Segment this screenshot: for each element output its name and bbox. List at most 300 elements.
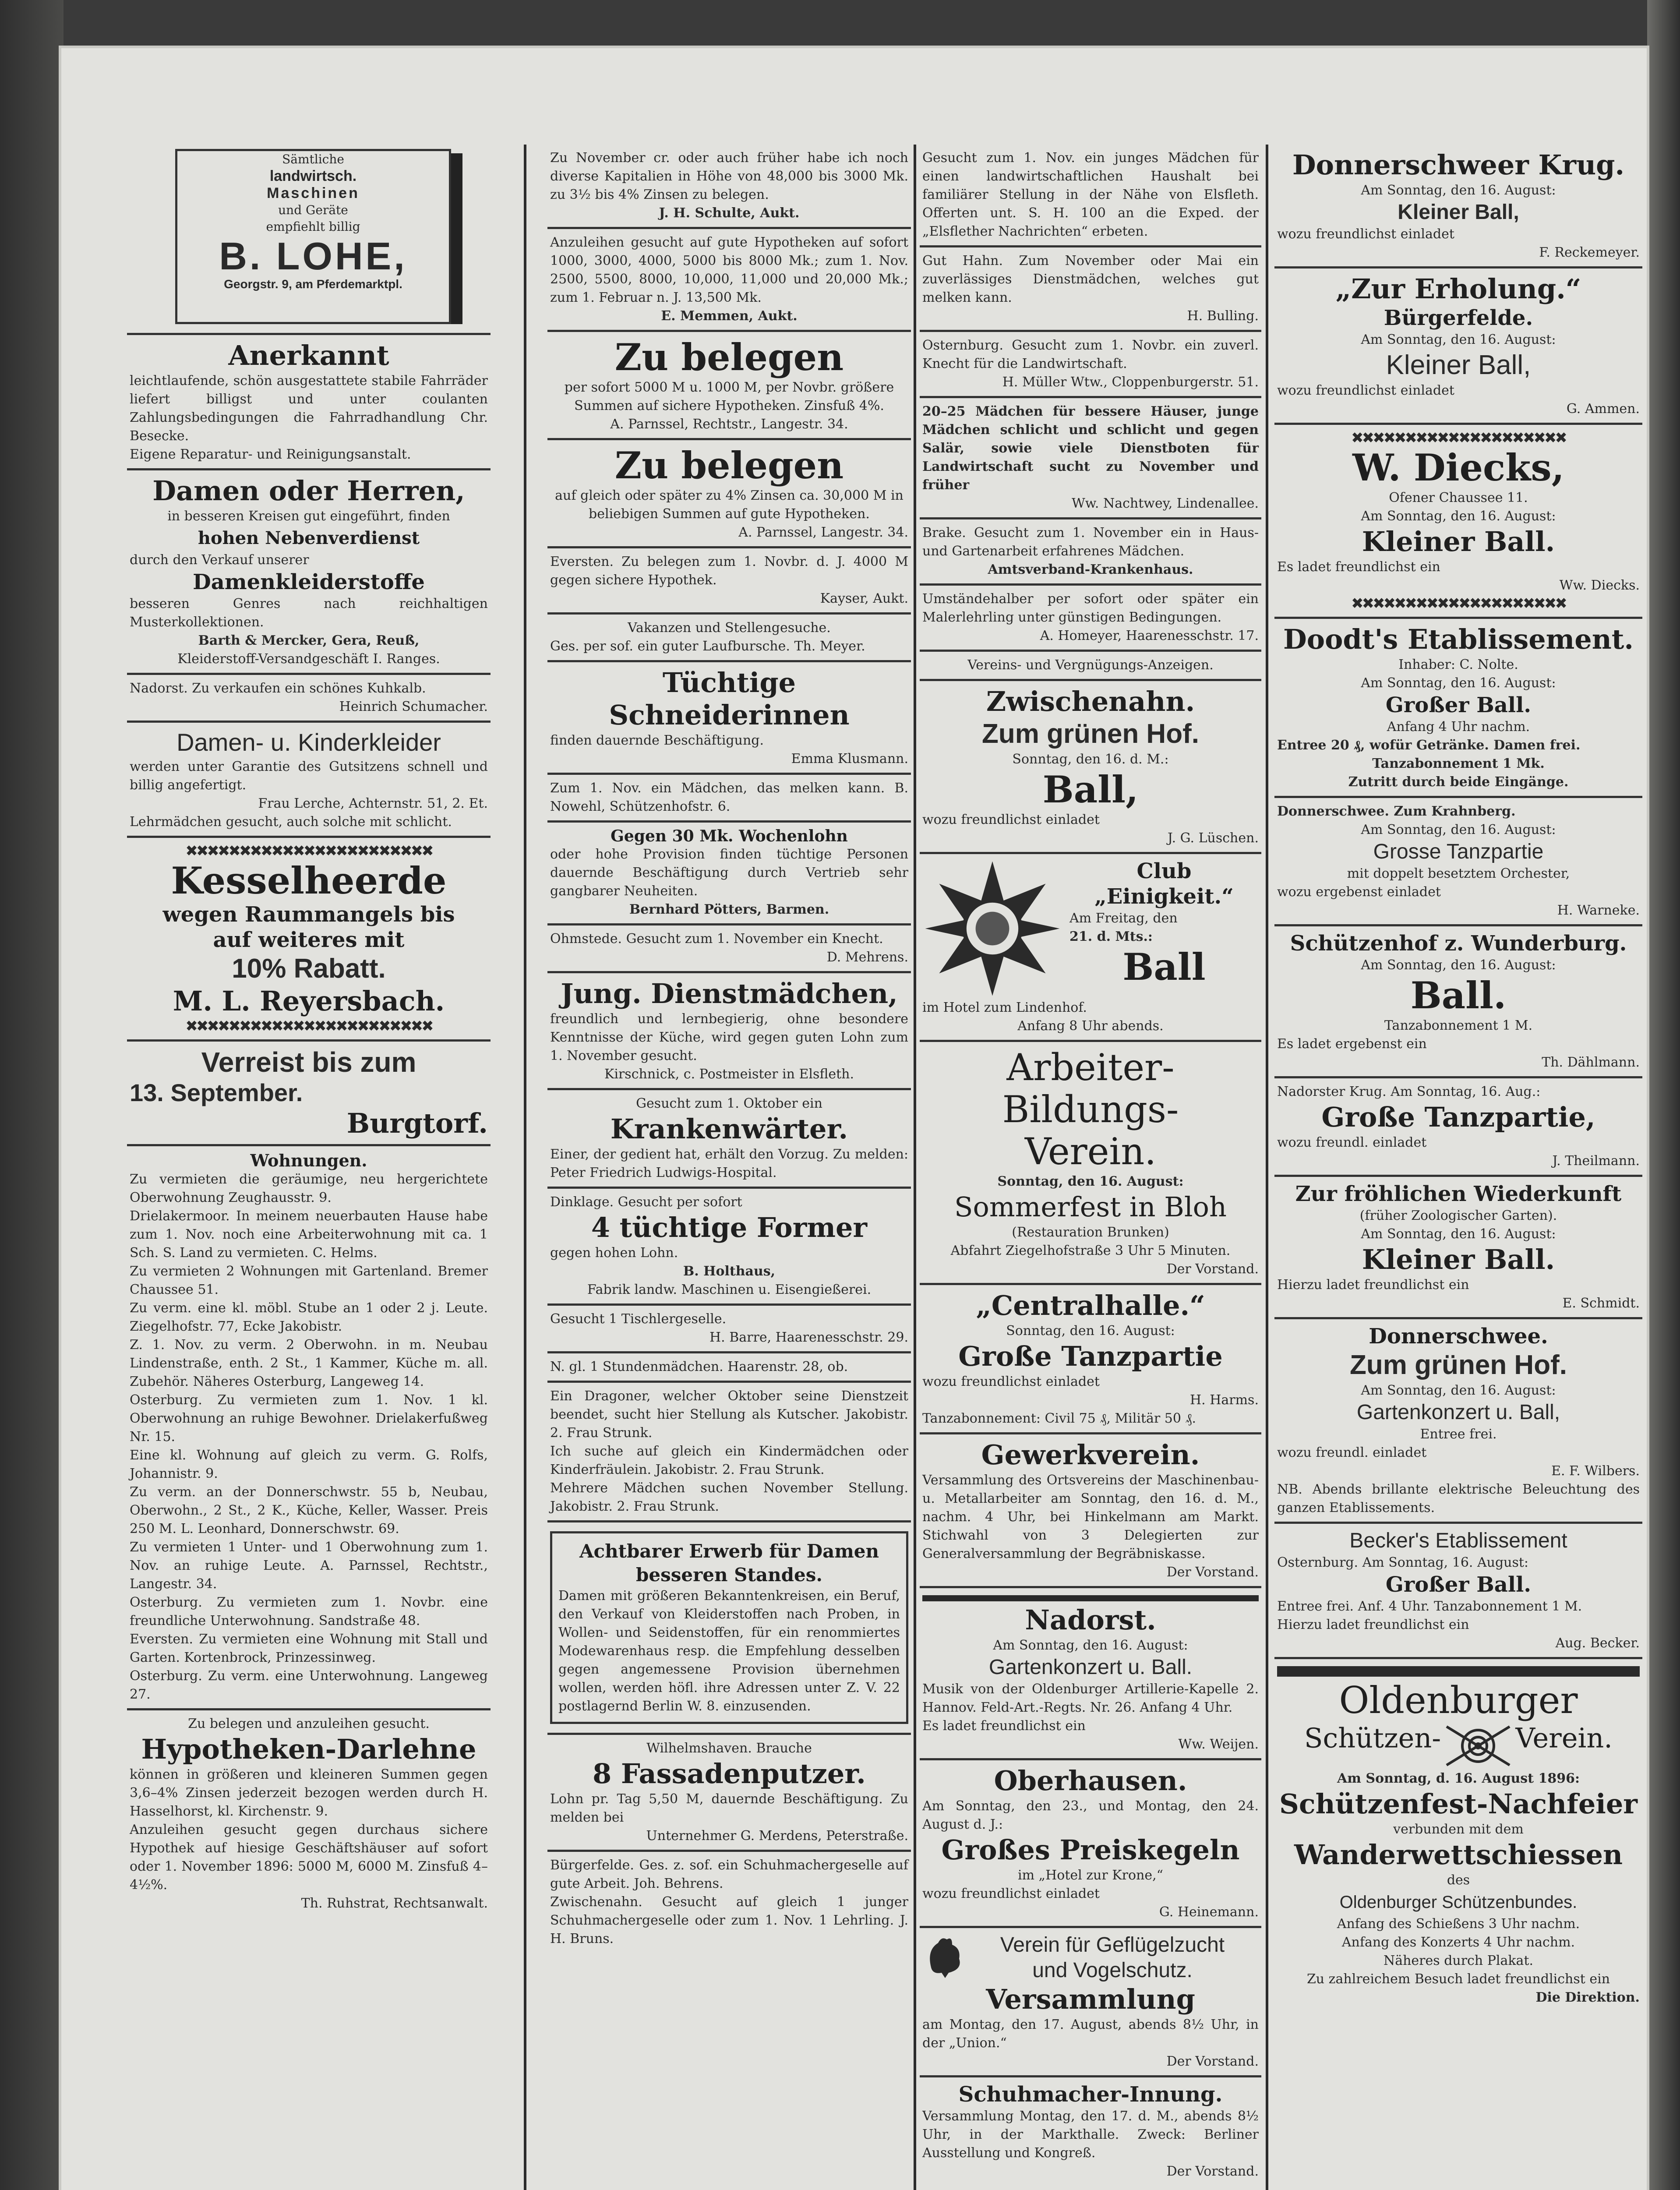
ad-text: im „Hotel zur Krone,“ bbox=[1017, 1868, 1164, 1883]
ad-text: Nadorst. Zu verkaufen ein schönes Kuhkalb. bbox=[130, 681, 426, 696]
section-title: Vakanzen und Stellengesuche. bbox=[628, 620, 831, 636]
ad-text: Bürgerfelde. Ges. z. sof. ein Schuhmachergeselle auf gute Arbeit. Joh. Behrens. bbox=[550, 1858, 908, 1891]
ad-maedchen bbox=[547, 775, 911, 823]
ad-signature: Aug. Becker. bbox=[1555, 1635, 1640, 1651]
ad-event: Ball. bbox=[1410, 974, 1507, 1017]
ad-text: Musik von der Oldenburger Artillerie-Kapelle 2. Hannov. Feld-Art.-Regts. Nr. 26. Anfang 4 Uhr. bbox=[922, 1681, 1259, 1715]
ad-ohmstede bbox=[547, 925, 911, 973]
list-item: Eversten. Zu vermieten eine Wohnung mit Stall und Garten. Kortenbrock, Prinzessinweg. bbox=[130, 1632, 488, 1665]
ad-event: Kleiner Ball. bbox=[1362, 526, 1555, 558]
ad-text: auf weiteres mit bbox=[213, 928, 405, 952]
ornament-border: ✖✖✖✖✖✖✖✖✖✖✖✖✖✖✖✖✖✖✖✖✖✖✖ bbox=[185, 842, 432, 860]
ad-date: Am Sonntag, den 16. August: bbox=[1361, 332, 1556, 347]
ad-title: Zu belegen bbox=[614, 336, 844, 379]
ad-text: verbunden mit dem bbox=[1393, 1822, 1524, 1837]
ad-date: Am Sonntag, den 16. August: bbox=[993, 1638, 1188, 1653]
ad-title: Zwischenahn. bbox=[986, 685, 1195, 717]
ad-schuhmachergeselle bbox=[547, 1852, 911, 1953]
ad-date: Am Freitag, den bbox=[1069, 911, 1178, 926]
ad-text: im Hotel zum Lindenhof. bbox=[922, 1000, 1087, 1015]
ad-event: Gartenkonzert u. Ball, bbox=[1356, 1401, 1560, 1424]
ad-signature: J. G. Lüschen. bbox=[1167, 830, 1259, 846]
ad-signature: J. H. Schulte, Aukt. bbox=[659, 205, 800, 221]
ad-schulte bbox=[547, 145, 911, 229]
lohe-line: und Geräte bbox=[278, 203, 348, 217]
ad-signature: Th. Dählmann. bbox=[1542, 1055, 1640, 1070]
ad-kesselheerde bbox=[127, 838, 491, 1042]
ad-signature: Unternehmer G. Merdens, Peterstraße. bbox=[646, 1828, 908, 1844]
ad-signature: Kirschnick, c. Postmeister in Elsfleth. bbox=[604, 1067, 854, 1082]
section-vakanzen bbox=[547, 615, 911, 662]
ad-text: wozu freundl. einladet bbox=[1277, 1445, 1427, 1460]
ad-title: 8 Fassadenputzer. bbox=[593, 1758, 866, 1790]
ad-text: in besseren Kreisen gut eingeführt, finden bbox=[167, 509, 450, 524]
ad-signature: A. Parnssel, Langestr. 34. bbox=[738, 525, 908, 540]
ad-zum-gruenen-hof bbox=[1274, 1319, 1642, 1524]
ad-signature: Ww. Diecks. bbox=[1559, 578, 1640, 593]
ad-signature: Bernhard Pötters, Barmen. bbox=[629, 902, 829, 917]
ad-date: Sonntag, den 16. August: bbox=[1006, 1323, 1175, 1339]
ad-text: wozu ergebenst einladet bbox=[1277, 884, 1441, 900]
ad-nadorster-krug bbox=[1274, 1078, 1642, 1177]
ad-event: Kleiner Ball, bbox=[1398, 201, 1519, 224]
ad-signature: Burgtorf. bbox=[346, 1107, 488, 1139]
ad-title: Verein. bbox=[1024, 1130, 1157, 1173]
ad-text: per sofort 5000 M u. 1000 M, per Novbr. größere Summen auf sichere Hypotheken. Zinsfuß 4%. bbox=[564, 380, 894, 413]
ad-signature: Kayser, Aukt. bbox=[820, 591, 908, 606]
list-item: Osterburg. Zu vermieten zum 1. Novbr. eine freundliche Unterwohnung. Sandstraße 48. bbox=[130, 1595, 488, 1628]
divider bbox=[922, 1595, 1259, 1601]
section-title: Vereins- und Vergnügungs-Anzeigen. bbox=[967, 657, 1214, 673]
lohe-line: empfiehlt billig bbox=[266, 219, 360, 234]
ad-text: Lohn pr. Tag 5,50 M, dauernde Beschäftigung. Zu melden bei bbox=[550, 1791, 908, 1825]
ad-text: Abfahrt Ziegelhofstraße 3 Uhr 5 Minuten. bbox=[950, 1243, 1231, 1258]
ad-text: Gesucht zum 1. Oktober ein bbox=[636, 1096, 822, 1111]
ad-text: Eigene Reparatur- und Reinigungsanstalt. bbox=[130, 447, 411, 462]
ad-event: Grosse Tanzpartie bbox=[1373, 840, 1544, 863]
ornament-border: ✖✖✖✖✖✖✖✖✖✖✖✖✖✖✖✖✖✖✖✖✖✖✖ bbox=[185, 1017, 432, 1035]
ad-krahnberg bbox=[1274, 798, 1642, 926]
ad-text: können in größeren und kleineren Summen gegen 3,6–4% Zinsen jederzeit bezogen werden durch H. Hasselhorst, kl. Kirchenstr. 9. bbox=[130, 1767, 488, 1819]
ad-text: leichtlaufende, schön ausgestattete stabile Fahrräder liefert billigst und unter coulanten Zahlungsbedingungen die Fahrradhandlung Chr. Besecke. bbox=[130, 373, 488, 444]
ad-text: Gesucht 1 Tischlergeselle. bbox=[550, 1311, 727, 1327]
list-item: Eine kl. Wohnung auf gleich zu verm. G. Rolfs, Johannistr. 9. bbox=[130, 1448, 488, 1481]
ad-hypotheken bbox=[127, 1710, 491, 1917]
ad-title: W. Diecks, bbox=[1352, 446, 1564, 489]
ad-signature: Die Direktion. bbox=[1535, 1990, 1640, 2005]
ad-signature: E. Memmen, Aukt. bbox=[661, 308, 798, 324]
divider bbox=[1277, 1666, 1640, 1677]
ad-text: Anfang 4 Uhr nachm. bbox=[1387, 719, 1530, 735]
ad-title: Becker's Etablissement bbox=[1349, 1529, 1567, 1552]
column-1 bbox=[127, 145, 491, 2190]
ad-text: Entree 20 ₰, wofür Getränke. Damen frei. bbox=[1277, 738, 1581, 753]
ad-highlight: 10% Rabatt. bbox=[232, 954, 386, 984]
ad-event: Schützenfest-Nachfeier bbox=[1279, 1788, 1638, 1820]
ad-title: Schuhmacher-Innung. bbox=[958, 2082, 1223, 2107]
ad-anerkannt bbox=[127, 335, 491, 470]
ad-text: Tanzabonnement 1 M. bbox=[1384, 1018, 1533, 1033]
ad-signature: E. F. Wilbers. bbox=[1551, 1463, 1640, 1479]
ad-text: Dinklage. Gesucht per sofort bbox=[550, 1194, 742, 1210]
ad-text: Zu November cr. oder auch früher habe ich noch diverse Kapitalien in Höhe von 48,000 bis 3000 Mk. zu 3½ bis 4% Zinsen zu belegen. bbox=[550, 150, 908, 202]
ad-text: Ohmstede. Gesucht zum 1. November ein Knecht. bbox=[550, 931, 883, 947]
ad-date: Am Sonntag, den 16. August: bbox=[1361, 1226, 1556, 1242]
ad-text: wozu freundlichst einladet bbox=[1277, 383, 1454, 398]
ad-oldenburger-schuetzenverein bbox=[1274, 1659, 1642, 2011]
ad-text: Gut Hahn. Zum November oder Mai ein zuverlässiges Dienstmädchen, welches gut melken kann. bbox=[922, 253, 1259, 305]
column-2 bbox=[547, 145, 911, 2190]
ad-signature: H. Warneke. bbox=[1557, 903, 1640, 918]
ad-club-einigkeit bbox=[920, 854, 1261, 1042]
lohe-line: landwirtsch. bbox=[269, 168, 357, 184]
ad-title: Gegen 30 Mk. Wochenlohn bbox=[611, 827, 848, 845]
ad-title: Oldenburger bbox=[1339, 1679, 1578, 1722]
ad-text: Kleiderstoff-Versandgeschäft I. Ranges. bbox=[177, 651, 440, 667]
ad-wochenlohn bbox=[547, 823, 911, 925]
column-rule bbox=[914, 145, 916, 2190]
section-title: Wohnungen. bbox=[250, 1151, 367, 1170]
ad-title: Verreist bis zum bbox=[201, 1046, 416, 1078]
ad-title: Doodt's Etablissement. bbox=[1283, 623, 1634, 655]
ad-text: Es ladet ergebenst ein bbox=[1277, 1036, 1427, 1052]
ad-title: Krankenwärter. bbox=[610, 1113, 848, 1145]
ad-achtbarer-erwerb bbox=[547, 1522, 911, 1735]
ad-text: Eversten. Zu belegen zum 1. Novbr. d. J. 4000 M gegen sichere Hypothek. bbox=[550, 554, 908, 588]
book-binding bbox=[0, 0, 64, 2190]
ad-subtitle: hohen Nebenverdienst bbox=[198, 528, 420, 548]
ad-text: Einer, der gedient hat, erhält den Vorzug. Zu melden: Peter Friedrich Ludwigs-Hospital. bbox=[550, 1147, 908, 1180]
ad-text: wozu freundlichst einladet bbox=[922, 1886, 1100, 1901]
ad-centralhalle bbox=[920, 1285, 1261, 1434]
ad-malerlehrling bbox=[920, 586, 1261, 652]
ad-dienstmaedchen bbox=[547, 973, 911, 1090]
ad-zu-belegen-2 bbox=[547, 440, 911, 548]
ad-text: wozu freundl. einladet bbox=[1277, 1135, 1427, 1150]
ad-text: Osternburg. Am Sonntag, 16. August: bbox=[1277, 1555, 1529, 1570]
ad-text: freundlich und lernbegierig, ohne besondere Kenntnisse der Küche, wird gegen guten Lohn zum 1. November gesucht. bbox=[550, 1011, 908, 1063]
ad-text: Damen mit größeren Bekanntenkreisen, ein Beruf, den Verkauf von Kleiderstoffen nach Proben, in Wollen- und Seidenstoffen, für ein renommiertes Modewarenhaus resp. die Empfehlung desselben gegen angemessene Provision übernehmen wollen, werden höfl. ihre Adressen unter Z. V. 22 postlagernd Berlin W. 8. einzusenden. bbox=[558, 1588, 900, 1714]
ad-text: Anzuleihen gesucht auf gute Hypotheken auf sofort 1000, 3000, 4000, 5000 bis 8000 Mk.; zum 1. Nov. 2500, 5500, 8000, 10,000, 11,000 und 20,000 Mk.; zum 1. Februar n. J. 13,500 Mk. bbox=[550, 235, 908, 305]
ad-tischler bbox=[547, 1306, 911, 1353]
ad-text: N. gl. 1 Stundenmädchen. Haarenstr. 28, ob. bbox=[550, 1359, 848, 1374]
ad-signature: H. Müller Wtw., Cloppenburgerstr. 51. bbox=[1002, 374, 1259, 390]
ad-froehliche-wiederkunft bbox=[1274, 1177, 1642, 1319]
ad-krankenwaerter bbox=[547, 1090, 911, 1189]
ad-text: Entree frei. bbox=[1420, 1427, 1497, 1442]
ad-text: Anfang des Schießens 3 Uhr nachm. bbox=[1337, 1916, 1580, 1932]
list-item: Zu vermieten 1 Unter- und 1 Oberwohnung zum 1. Nov. an ruhige Leute. A. Parnssel, Rechtstr., Langestr. 34. bbox=[130, 1540, 488, 1592]
ad-gut-hahn bbox=[920, 247, 1261, 332]
ad-diecks bbox=[1274, 425, 1642, 619]
ad-signature: B. Holthaus, bbox=[683, 1264, 776, 1279]
list-item: Drielakermoor. In meinem neuerbauten Hause habe zum 1. Nov. noch eine Arbeiterwohnung mit ca. 1 Sch. S. Land zu vermieten. C. Helms. bbox=[130, 1208, 488, 1261]
ad-signature: Th. Ruhstrat, Rechtsanwalt. bbox=[301, 1896, 488, 1911]
ad-text: Es ladet freundlichst ein bbox=[1277, 559, 1440, 575]
ad-signature: Amtsverband-Krankenhaus. bbox=[988, 562, 1193, 577]
ad-text: Ofener Chaussee 11. bbox=[1389, 490, 1528, 505]
ad-text: durch den Verkauf unserer bbox=[130, 552, 309, 568]
ad-event: Großer Ball. bbox=[1385, 1572, 1532, 1597]
ad-text: Tanzabonnement 1 Mk. bbox=[1372, 756, 1545, 771]
list-item: Z. 1. Nov. zu verm. 2 Oberwohn. in m. Neubau Lindenstraße, enth. 2 St., 1 Kammer, Küche m. all. Zubehör. Näheres Osterburg, Langeweg 14. bbox=[130, 1337, 488, 1389]
ad-text: Oldenburger Schützenbundes. bbox=[1339, 1893, 1578, 1912]
ad-title: und Vogelschutz. bbox=[1032, 1959, 1193, 1982]
list-item: Zu verm. an der Donnerschwstr. 55 b, Neubau, Oberwohn., 2 St., 2 K., Küche, Keller, Wasser. Preis 250 M. L. Leonhard, Donnerschwstr. 69. bbox=[130, 1484, 488, 1537]
lohe-address: Georgstr. 9, am Pferdemarktpl. bbox=[224, 277, 402, 291]
lohe-name: B. LOHE, bbox=[219, 234, 407, 278]
ad-subtitle: Damenkleiderstoffe bbox=[193, 570, 425, 594]
ad-kinderkleider bbox=[127, 723, 491, 838]
ad-title: Hypotheken-Darlehne bbox=[141, 1733, 476, 1765]
list-item: Osterburg. Zu verm. eine Unterwohnung. Langeweg 27. bbox=[130, 1668, 488, 1702]
ad-event: Kleiner Ball, bbox=[1386, 350, 1531, 380]
ad-gefluegelzucht bbox=[920, 1928, 1261, 2077]
ad-title: Verein. bbox=[1515, 1722, 1613, 1754]
ad-memmen bbox=[547, 229, 911, 332]
ad-text: Es ladet freundlichst ein bbox=[922, 1718, 1086, 1734]
ad-signature: Der Vorstand. bbox=[1166, 2054, 1259, 2069]
ad-doodts bbox=[1274, 619, 1642, 798]
ad-date: Am Sonntag, den 16. August: bbox=[1361, 509, 1556, 524]
ad-date: Sonntag, den 16. d. M.: bbox=[1012, 752, 1169, 767]
ad-text: Gesucht zum 1. Nov. ein junges Mädchen für einen landwirtschaftlichen Haushalt bei familiärer Stellung in der Nähe von Elsfleth. Offerten unt. S. H. 100 an die Exped. der „Elsflether Nachrichten“ erbeten. bbox=[922, 150, 1259, 239]
ad-maedchen-haeuser bbox=[920, 398, 1261, 519]
ad-title: 4 tüchtige Former bbox=[591, 1212, 868, 1243]
column-4 bbox=[1274, 145, 1642, 2190]
ad-subtitle: Bürgerfelde. bbox=[1384, 306, 1533, 330]
column-rule bbox=[524, 145, 526, 2190]
ad-osternburg bbox=[920, 332, 1261, 398]
ad-text: Lehrmädchen gesucht, auch solche mit schlicht. bbox=[130, 814, 452, 830]
ad-signature: G. Heinemann. bbox=[1159, 1904, 1259, 1920]
ad-date: Sonntag, den 16. August: bbox=[997, 1174, 1184, 1189]
ad-text: Ges. per sof. ein guter Laufbursche. Th. Meyer. bbox=[550, 639, 865, 654]
ad-donnerschweer-krug bbox=[1274, 145, 1642, 268]
ad-text: Osternburg. Gesucht zum 1. Novbr. ein zuverl. Knecht für die Landwirtschaft. bbox=[922, 338, 1259, 371]
ad-text: Mehrere Mädchen suchen November Stellung. Jakobistr. 2. Frau Strunk. bbox=[550, 1480, 908, 1514]
ad-event: Ball, bbox=[1042, 768, 1139, 811]
ad-eversten bbox=[547, 548, 911, 615]
ad-title: Donnerschwee. bbox=[1369, 1324, 1548, 1349]
ad-text: wozu freundlichst einladet bbox=[922, 1374, 1100, 1389]
ad-schuhmacher-innung bbox=[920, 2077, 1261, 2185]
ad-event: Große Tanzpartie bbox=[958, 1340, 1223, 1372]
ad-title: Donnerschwee. Zum Krahnberg. bbox=[1277, 804, 1516, 819]
ad-signature: Ww. Nachtwey, Lindenallee. bbox=[1071, 496, 1259, 511]
ad-title: Arbeiter-Bildungs- bbox=[1002, 1046, 1179, 1131]
ad-text: Zutritt durch beide Eingänge. bbox=[1348, 774, 1569, 790]
ad-text: (früher Zoologischer Garten). bbox=[1359, 1208, 1557, 1223]
ad-schneiderinnen bbox=[547, 662, 911, 775]
ad-lohe bbox=[127, 145, 491, 335]
ad-text: werden unter Garantie des Gutsitzens schnell und billig angefertigt. bbox=[130, 759, 488, 793]
ad-date: Am Sonntag, den 16. August: bbox=[1361, 675, 1556, 691]
ad-event: Wanderwettschiessen bbox=[1294, 1839, 1623, 1871]
ad-title: Oberhausen. bbox=[994, 1765, 1187, 1797]
ad-signature: J. Theilmann. bbox=[1552, 1153, 1640, 1169]
ad-zwischenahn bbox=[920, 681, 1261, 854]
ad-title: Damen- u. Kinderkleider bbox=[176, 728, 441, 756]
ad-text: (Restauration Brunken) bbox=[1012, 1225, 1169, 1240]
ad-title: Zum grünen Hof. bbox=[982, 719, 1199, 749]
ad-signature: H. Bulling. bbox=[1187, 308, 1259, 324]
ad-nadorst-konzert bbox=[920, 1588, 1261, 1760]
ad-text: Näheres durch Plakat. bbox=[1383, 1953, 1534, 1968]
ad-brake bbox=[920, 519, 1261, 586]
ad-text: Am Sonntag, den 23., und Montag, den 24. August d. J.: bbox=[922, 1798, 1259, 1832]
ad-arbeiter-bildungs-verein bbox=[920, 1042, 1261, 1285]
ad-event: Kleiner Ball. bbox=[1362, 1243, 1555, 1275]
ad-signature: Der Vorstand. bbox=[1166, 2164, 1259, 2179]
ad-date: Am Sonntag, den 16. August: bbox=[1361, 1383, 1556, 1398]
ad-beckers bbox=[1274, 1524, 1642, 1659]
ad-nadorst-kalb bbox=[127, 675, 491, 723]
ad-dragoner bbox=[547, 1383, 911, 1522]
section-title: Zu belegen und anzuleihen gesucht. bbox=[188, 1716, 430, 1731]
ad-text: wozu freundlichst einladet bbox=[922, 812, 1100, 827]
ad-date: Am Sonntag, den 16. August: bbox=[1361, 822, 1556, 837]
ad-title: Donnerschweer Krug. bbox=[1292, 149, 1625, 181]
ad-text: Ein Dragoner, welcher Oktober seine Dienstzeit beendet, sucht hier Stellung als Kutscher. Jakobistr. 2. Frau Strunk. bbox=[550, 1388, 908, 1441]
ad-title: Zur fröhlichen Wiederkunft bbox=[1295, 1182, 1622, 1206]
section-vereins bbox=[920, 652, 1261, 681]
ad-date: Am Sonntag, den 16. August: bbox=[1361, 957, 1556, 973]
ad-fassadenputzer bbox=[547, 1735, 911, 1852]
ad-signature: A. Parnssel, Rechtstr., Langestr. 34. bbox=[610, 417, 848, 432]
rooster-icon bbox=[922, 1932, 966, 1981]
ad-text: mit doppelt besetztem Orchester, bbox=[1347, 866, 1570, 881]
ad-text: Zwischenahn. Gesucht auf gleich 1 junger Schuhmachergeselle oder zum 1. Nov. 1 Lehrling. J. H. Bruns. bbox=[550, 1894, 908, 1946]
ad-text: Hierzu ladet freundlichst ein bbox=[1277, 1617, 1469, 1632]
ad-signature: M. L. Reyersbach. bbox=[173, 985, 445, 1017]
ad-text: Anfang des Konzerts 4 Uhr nachm. bbox=[1341, 1935, 1575, 1950]
ad-text: Zu zahlreichem Besuch ladet freundlichst ein bbox=[1306, 1971, 1610, 1987]
ad-former bbox=[547, 1189, 911, 1306]
ad-signature: Der Vorstand. bbox=[1166, 1565, 1259, 1580]
ad-title: Zum grünen Hof. bbox=[1350, 1350, 1567, 1380]
ad-title: Damen oder Herren, bbox=[152, 475, 465, 507]
column-3 bbox=[920, 145, 1261, 2190]
ad-title: Jung. Dienstmädchen, bbox=[561, 978, 898, 1010]
ad-signature: H. Harms. bbox=[1189, 1392, 1259, 1408]
ad-text: des bbox=[1447, 1872, 1470, 1888]
target-rifles-icon bbox=[1443, 1721, 1513, 1770]
ad-text: wegen Raummangels bis bbox=[162, 902, 455, 927]
ad-text: Ich suche auf gleich ein Kindermädchen oder Kinderfräulein. Jakobistr. 2. Frau Strunk. bbox=[550, 1444, 908, 1477]
lohe-line: Maschinen bbox=[267, 185, 360, 201]
ad-oberhausen bbox=[920, 1760, 1261, 1928]
ad-shadow bbox=[451, 153, 462, 324]
ad-schuetzenhof bbox=[1274, 926, 1642, 1078]
ad-event: Großer Ball. bbox=[1385, 693, 1532, 717]
ad-text: Entree frei. Anf. 4 Uhr. Tanzabonnement 1 M. bbox=[1277, 1599, 1582, 1614]
ad-signature: Der Vorstand. bbox=[1166, 1261, 1259, 1277]
ad-text: oder hohe Provision finden tüchtige Personen dauernde Beschäftigung durch Vertrieb sehr gangbarer Neuheiten. bbox=[550, 847, 908, 899]
ornament-border: ✖✖✖✖✖✖✖✖✖✖✖✖✖✖✖✖✖✖✖✖ bbox=[1351, 595, 1566, 612]
ad-text: Inhaber: C. Nolte. bbox=[1398, 657, 1518, 672]
ad-event: Ball bbox=[1122, 945, 1206, 989]
ad-title: „Centralhalle.“ bbox=[976, 1289, 1205, 1321]
ad-text: auf gleich oder später zu 4% Zinsen ca. 30,000 M in beliebigen Summen auf gute Hypotheken. bbox=[555, 488, 904, 522]
ad-title: Achtbarer Erwerb für Damen besseren Standes. bbox=[579, 1540, 879, 1586]
column-rule bbox=[1266, 145, 1268, 2190]
ad-gewerkverein bbox=[920, 1434, 1261, 1588]
ad-text: besseren Genres nach reichhaltigen Musterkollektionen. bbox=[130, 596, 488, 630]
ad-title: Nadorster Krug. Am Sonntag, 16. Aug.: bbox=[1277, 1084, 1541, 1099]
ad-text: Anzuleihen gesucht gegen durchaus sichere Hypothek auf hiesige Geschäftshäuser auf sofort oder 1. November 1896: 5000 M, 6000 M. Zinsfuß 4–4½%. bbox=[130, 1822, 488, 1893]
ad-signature: D. Mehrens. bbox=[826, 950, 908, 965]
ad-title: „Einigkeit.“ bbox=[1094, 884, 1234, 909]
ad-text: Frau Lerche, Achternstr. 51, 2. Et. bbox=[258, 796, 488, 811]
page-edge bbox=[1647, 0, 1680, 2190]
ad-signature: Heinrich Schumacher. bbox=[339, 699, 488, 714]
ad-title: Tüchtige Schneiderinnen bbox=[609, 667, 850, 731]
ad-event: Großes Preiskegeln bbox=[941, 1834, 1240, 1866]
ad-text: Barth & Mercker, Gera, Reuß, bbox=[198, 633, 420, 648]
ad-damen-herren bbox=[127, 470, 491, 675]
ad-text: Umständehalber per sofort oder später ein Malerlehrling unter günstigen Bedingungen. bbox=[922, 591, 1259, 625]
ornament-border: ✖✖✖✖✖✖✖✖✖✖✖✖✖✖✖✖✖✖✖✖ bbox=[1351, 429, 1566, 447]
lohe-line: Sämtliche bbox=[282, 152, 344, 166]
ad-title: „Zur Erholung.“ bbox=[1335, 273, 1581, 305]
ad-text: Zum 1. Nov. ein Mädchen, das melken kann. B. Nowehl, Schützenhofstr. 6. bbox=[550, 781, 908, 814]
star-medal-icon bbox=[922, 858, 1062, 999]
ad-event: Versammlung bbox=[986, 1983, 1195, 2015]
ad-date: 21. d. Mts.: bbox=[1069, 929, 1153, 944]
ad-zu-belegen-1 bbox=[547, 332, 911, 440]
ad-title: Gewerkverein. bbox=[981, 1439, 1200, 1471]
ad-text: NB. Abends brillante elektrische Beleuchtung des ganzen Etablissements. bbox=[1277, 1482, 1640, 1515]
ad-text: Tanzabonnement: Civil 75 ₰, Militär 50 ₰. bbox=[922, 1411, 1196, 1426]
section-wohnungen bbox=[127, 1146, 491, 1710]
ad-title: Zu belegen bbox=[614, 444, 844, 487]
ad-date: Am Sonntag, den 16. August: bbox=[1361, 183, 1556, 198]
ad-text: Hierzu ladet freundlichst ein bbox=[1277, 1277, 1469, 1293]
ad-signature: A. Homeyer, Haarenesschstr. 17. bbox=[1040, 628, 1259, 643]
ad-zur-erholung bbox=[1274, 268, 1642, 425]
ad-text: gegen hohen Lohn. bbox=[550, 1245, 678, 1261]
ad-signature: F. Reckemeyer. bbox=[1539, 245, 1640, 260]
list-item: Zu vermieten die geräumige, neu hergerichtete Oberwohnung Zeughausstr. 9. bbox=[130, 1172, 488, 1205]
list-item: Zu verm. eine kl. möbl. Stube an 1 oder 2 j. Leute. Ziegelhofstr. 77, Ecke Jakobistr. bbox=[130, 1300, 488, 1334]
list-item: Zu vermieten 2 Wohnungen mit Gartenland. Bremer Chaussee 51. bbox=[130, 1264, 488, 1297]
ad-text: Versammlung des Ortsvereins der Maschinenbau- u. Metallarbeiter am Sonntag, den 16. d. M., nachm. 4 Uhr, bei Hinkelmann am Markt. Stichwahl von 3 Delegierten zur Generalversammlung der Begräbniskasse. bbox=[922, 1473, 1259, 1561]
ad-text: Anfang 8 Uhr abends. bbox=[1017, 1018, 1164, 1034]
ad-signature: G. Ammen. bbox=[1566, 401, 1640, 417]
columns bbox=[127, 145, 1642, 2190]
ad-event: Große Tanzpartie, bbox=[1321, 1101, 1595, 1133]
ad-title: Club bbox=[1136, 859, 1192, 883]
list-item: Osterburg. Zu vermieten zum 1. Nov. 1 kl. Oberwohnung an ruhige Bewohner. Drielakerfußweg Nr. 15. bbox=[130, 1392, 488, 1445]
ad-stundenmaedchen bbox=[547, 1353, 911, 1383]
ad-text: 13. September. bbox=[130, 1079, 303, 1106]
ad-text: Versammlung Montag, den 17. d. M., abends 8½ Uhr, in der Markthalle. Zweck: Berliner Ausstellung und Kongreß. bbox=[922, 2109, 1259, 2161]
ad-text: wozu freundlichst einladet bbox=[1277, 226, 1454, 242]
ad-signature: H. Barre, Haarenesschstr. 29. bbox=[709, 1330, 908, 1345]
ad-title: Kesselheerde bbox=[171, 859, 447, 902]
ad-title: Schützen- bbox=[1304, 1722, 1441, 1754]
ad-signature: E. Schmidt. bbox=[1562, 1296, 1640, 1311]
ad-verreist bbox=[127, 1042, 491, 1146]
ad-signature: Emma Klusmann. bbox=[791, 751, 908, 766]
ad-text: am Montag, den 17. August, abends 8½ Uhr, in der „Union.“ bbox=[922, 2017, 1259, 2051]
ad-text: Brake. Gesucht zum 1. November ein in Haus- und Gartenarbeit erfahrenes Mädchen. bbox=[922, 525, 1259, 559]
ad-text: 20–25 Mädchen für bessere Häuser, junge Mädchen schlicht und schlicht und gegen Salär, sowie viele Dienstboten für Landwirtschaft sucht zu November und früher bbox=[922, 404, 1259, 493]
ad-signature: Fabrik landw. Maschinen u. Eisengießerei. bbox=[587, 1282, 872, 1297]
ad-gesucht bbox=[920, 145, 1261, 247]
ad-signature: Ww. Weijen. bbox=[1178, 1737, 1259, 1752]
